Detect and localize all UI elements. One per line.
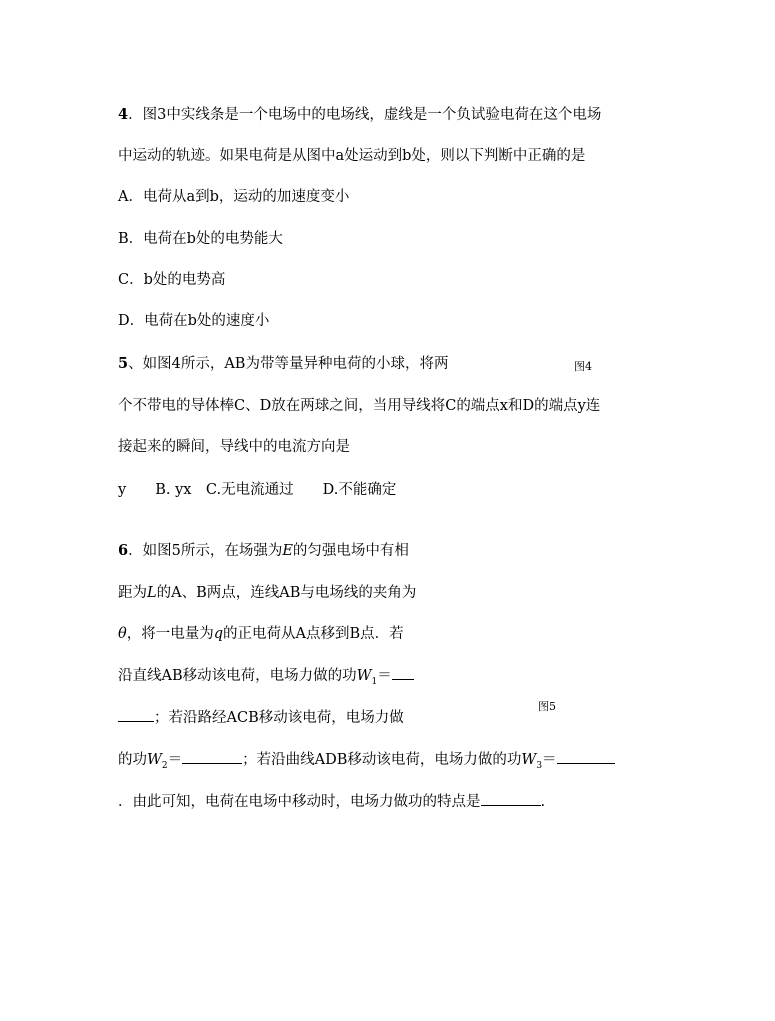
answer-blank-w2[interactable]	[182, 751, 242, 764]
q6-text-6b: ；若沿曲线ADB移动该电荷，电场力做的功	[242, 752, 522, 768]
q6-line-4	[118, 666, 414, 692]
q6-line-5	[118, 708, 404, 728]
q5-line-1	[118, 354, 448, 374]
answer-blank-feature[interactable]	[481, 793, 541, 806]
equals-2: ＝	[167, 752, 183, 768]
equals-1: ＝	[377, 668, 392, 684]
q4-option-b: B．电荷在b处的电势能大	[118, 231, 283, 247]
q6-text-7a: ．由此可知，电荷在电场中移动时，电场力做功的特点是	[118, 794, 481, 810]
q5-line-2: 个不带电的导体棒C、D放在两球之间，当用导线将C的端点x和D的端点y连	[118, 398, 601, 414]
q4-text-1: ．图3中实线条是一个电场中的电场线，虚线是一个负试验电荷在这个电场	[128, 107, 602, 123]
q6-text-3b: 的正电荷从A点移到B点．若	[223, 626, 404, 642]
q6-text-5b: ；若沿路经ACB移动该电荷，电场力做	[154, 710, 404, 726]
q5-options: y B. yx C.无电流通过 D.不能确定	[118, 482, 397, 498]
q6-text-1a: ．如图5所示，在场强为	[128, 543, 283, 559]
var-w3: W	[521, 752, 537, 768]
q6-text-2a: 距为	[118, 585, 147, 601]
q6-line-7	[118, 792, 545, 812]
q4-option-a: A．电荷从a到b，运动的加速度变小	[118, 189, 350, 205]
q4-line-1	[118, 105, 601, 125]
var-e: E	[282, 543, 293, 559]
q6-line-6	[118, 750, 615, 776]
q5-line-3: 接起来的瞬间，导线中的电流方向是	[118, 439, 350, 455]
var-q: q	[213, 626, 224, 642]
q6-line-3	[118, 624, 404, 644]
answer-blank-w1-part1[interactable]	[392, 667, 414, 680]
q6-text-3a: ，将一电量为	[126, 626, 214, 642]
var-w1: W	[356, 668, 372, 684]
q6-text-4a: 沿直线AB移动该电荷，电场力做的功	[118, 668, 357, 684]
q4-line-2: 中运动的轨迹。如果电荷是从图中a处运动到b处，则以下判断中正确的是	[118, 148, 586, 164]
equals-3: ＝	[542, 752, 557, 768]
figure-4-label: 图4	[574, 360, 592, 373]
q6-line-2	[118, 583, 416, 603]
q4-option-c: C．b处的电势高	[118, 272, 226, 288]
q6-line-1	[118, 541, 409, 561]
sub-2: 2	[161, 760, 168, 771]
answer-blank-w3[interactable]	[557, 751, 615, 764]
answer-blank-w1-part2[interactable]	[118, 709, 154, 722]
var-theta: θ	[118, 626, 127, 642]
q6-text-1b: 的匀强电场中有相	[292, 543, 409, 559]
q4-option-d: D．电荷在b处的速度小	[118, 313, 270, 329]
q6-text-2b: 的A、B两点，连线AB与电场线的夹角为	[156, 585, 417, 601]
sub-3: 3	[536, 760, 543, 771]
q5-text-1: 、如图4所示，AB为带等量异种电荷的小球，将两	[128, 356, 449, 372]
var-w2: W	[147, 752, 162, 768]
q5-number: 5	[118, 355, 129, 372]
q4-number: 4	[118, 106, 129, 123]
q6-text-6a: 的功	[118, 752, 147, 768]
sub-1: 1	[371, 676, 378, 687]
q6-number: 6	[118, 542, 129, 559]
var-l: L	[147, 585, 157, 601]
figure-5-label: 图5	[538, 700, 556, 713]
q6-text-7-end: .	[540, 794, 546, 810]
